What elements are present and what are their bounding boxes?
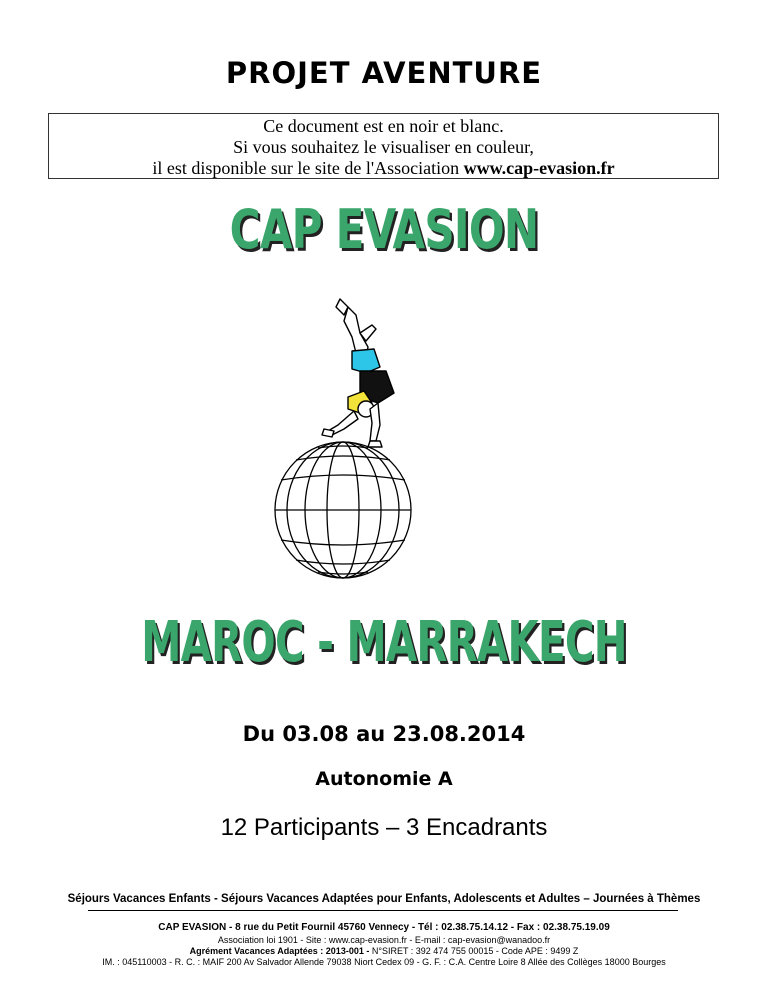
footer-tagline: Séjours Vacances Enfants - Séjours Vacances Adaptées pour Enfants, Adolescents et Adultes – Journées à Thèmes [67,893,701,905]
notice-line-3 [49,158,718,179]
acrobat-figure-icon [322,299,394,447]
brand-logo-text: CAP EVASION [229,198,539,261]
footer-divider [88,910,678,911]
notice-line-1: Ce document est en noir et blanc. [263,116,504,136]
footer-siret: N°SIRET : 392 474 755 00015 - Code APE : 9499 Z [371,946,579,956]
page-title: PROJET AVENTURE [225,56,543,90]
footer-insurance: IM. : 045110003 - R. C. : MAIF 200 Av Salvador Allende 79038 Niort Cedex 09 - G. F. : C.A. Centre Loire 8 Allée des Collèges 18000 Bourges [102,957,666,967]
destination-title: MAROC - MARRAKECH [141,610,627,675]
acrobat-on-globe-logo [248,285,438,585]
color-notice-box [48,113,719,179]
website-link[interactable]: www.cap-evasion.fr [463,158,615,178]
autonomy-level: Autonomie A [315,768,453,790]
notice-line-2: Si vous souhaitez le visualiser en couleur, [233,137,534,157]
footer-address: CAP EVASION - 8 rue du Petit Fournil 45760 Vennecy - Tél : 02.38.75.14.12 - Fax : 02.38.75.19.09 [158,922,610,933]
footer-association: Association loi 1901 - Site : www.cap-evasion.fr - E-mail : cap-evasion@wanadoo.fr [217,935,551,945]
notice-line-3-text: il est disponible sur le site de l'Association [152,158,464,178]
globe-icon [275,442,411,578]
participants-count: 12 Participants – 3 Encadrants [220,814,548,841]
footer-agrement [0,946,768,957]
footer-agrement-label: Agrément Vacances Adaptées : 2013-001 - [189,946,372,956]
trip-dates: Du 03.08 au 23.08.2014 [242,722,526,746]
